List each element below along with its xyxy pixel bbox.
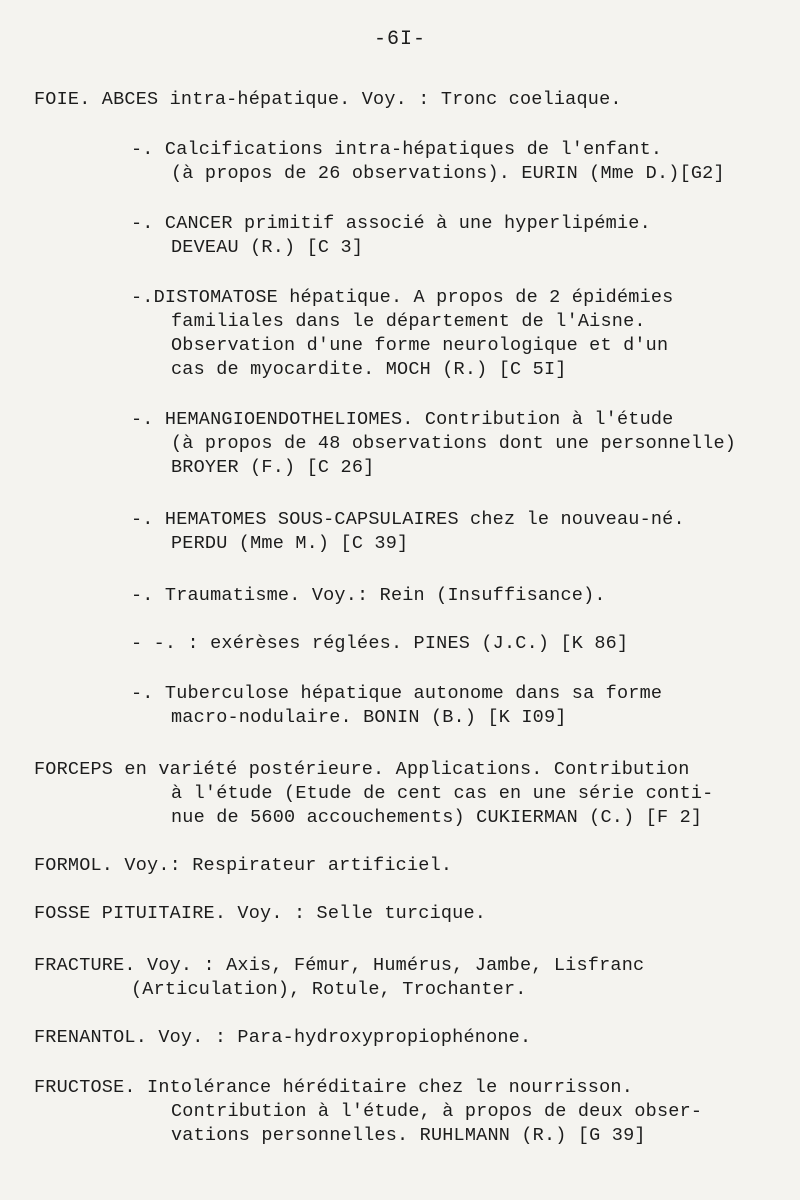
entry-line: vations personnelles. RUHLMANN (R.) [G 39] — [171, 1125, 646, 1146]
entry-line: -. HEMANGIOENDOTHELIOMES. Contribution à l'étude — [131, 409, 674, 430]
entry-line: BROYER (F.) [C 26] — [171, 457, 375, 478]
entry-line: -. Traumatisme. Voy.: Rein (Insuffisance). — [131, 585, 606, 606]
entry-line: nue de 5600 accouchements) CUKIERMAN (C.) [F 2] — [171, 807, 703, 828]
entry-line: FRACTURE. Voy. : Axis, Fémur, Humérus, Jambe, Lisfranc — [34, 955, 645, 976]
entry-line: FORMOL. Voy.: Respirateur artificiel. — [34, 855, 453, 876]
entry-line: DEVEAU (R.) [C 3] — [171, 237, 364, 258]
entry-line: macro-nodulaire. BONIN (B.) [K I09] — [171, 707, 567, 728]
entry-line: PERDU (Mme M.) [C 39] — [171, 533, 409, 554]
entry-line: FOSSE PITUITAIRE. Voy. : Selle turcique. — [34, 903, 487, 924]
entry-line: (Articulation), Rotule, Trochanter. — [131, 979, 527, 1000]
entry-line: FRUCTOSE. Intolérance héréditaire chez le nourrisson. — [34, 1077, 633, 1098]
entry-line: -. CANCER primitif associé à une hyperlipémie. — [131, 213, 651, 234]
entry-line: cas de myocardite. MOCH (R.) [C 5I] — [171, 359, 567, 380]
entry-line: FORCEPS en variété postérieure. Applications. Contribution — [34, 759, 690, 780]
entry-line: FOIE. ABCES intra-hépatique. Voy. : Tronc coeliaque. — [34, 89, 622, 110]
page-number: -6I- — [373, 28, 426, 51]
entry-line: Observation d'une forme neurologique et d'un — [171, 335, 669, 356]
entry-line: Contribution à l'étude, à propos de deux obser- — [171, 1101, 703, 1122]
entry-line: (à propos de 26 observations). EURIN (Mme D.)[G2] — [171, 163, 725, 184]
entry-line: - -. : exérèses réglées. PINES (J.C.) [K 86] — [131, 633, 629, 654]
entry-line: (à propos de 48 observations dont une personnelle) — [171, 433, 737, 454]
entry-line: FRENANTOL. Voy. : Para-hydroxypropiophénone. — [34, 1027, 532, 1048]
entry-line: familiales dans le département de l'Aisne. — [171, 311, 646, 332]
entry-line: -. Tuberculose hépatique autonome dans sa forme — [131, 683, 663, 704]
entry-line: -. HEMATOMES SOUS-CAPSULAIRES chez le nouveau-né. — [131, 509, 685, 530]
entry-line: -. Calcifications intra-hépatiques de l'enfant. — [131, 139, 663, 160]
entry-line: à l'étude (Etude de cent cas en une série conti- — [171, 783, 714, 804]
entry-line: -.DISTOMATOSE hépatique. A propos de 2 épidémies — [131, 287, 674, 308]
